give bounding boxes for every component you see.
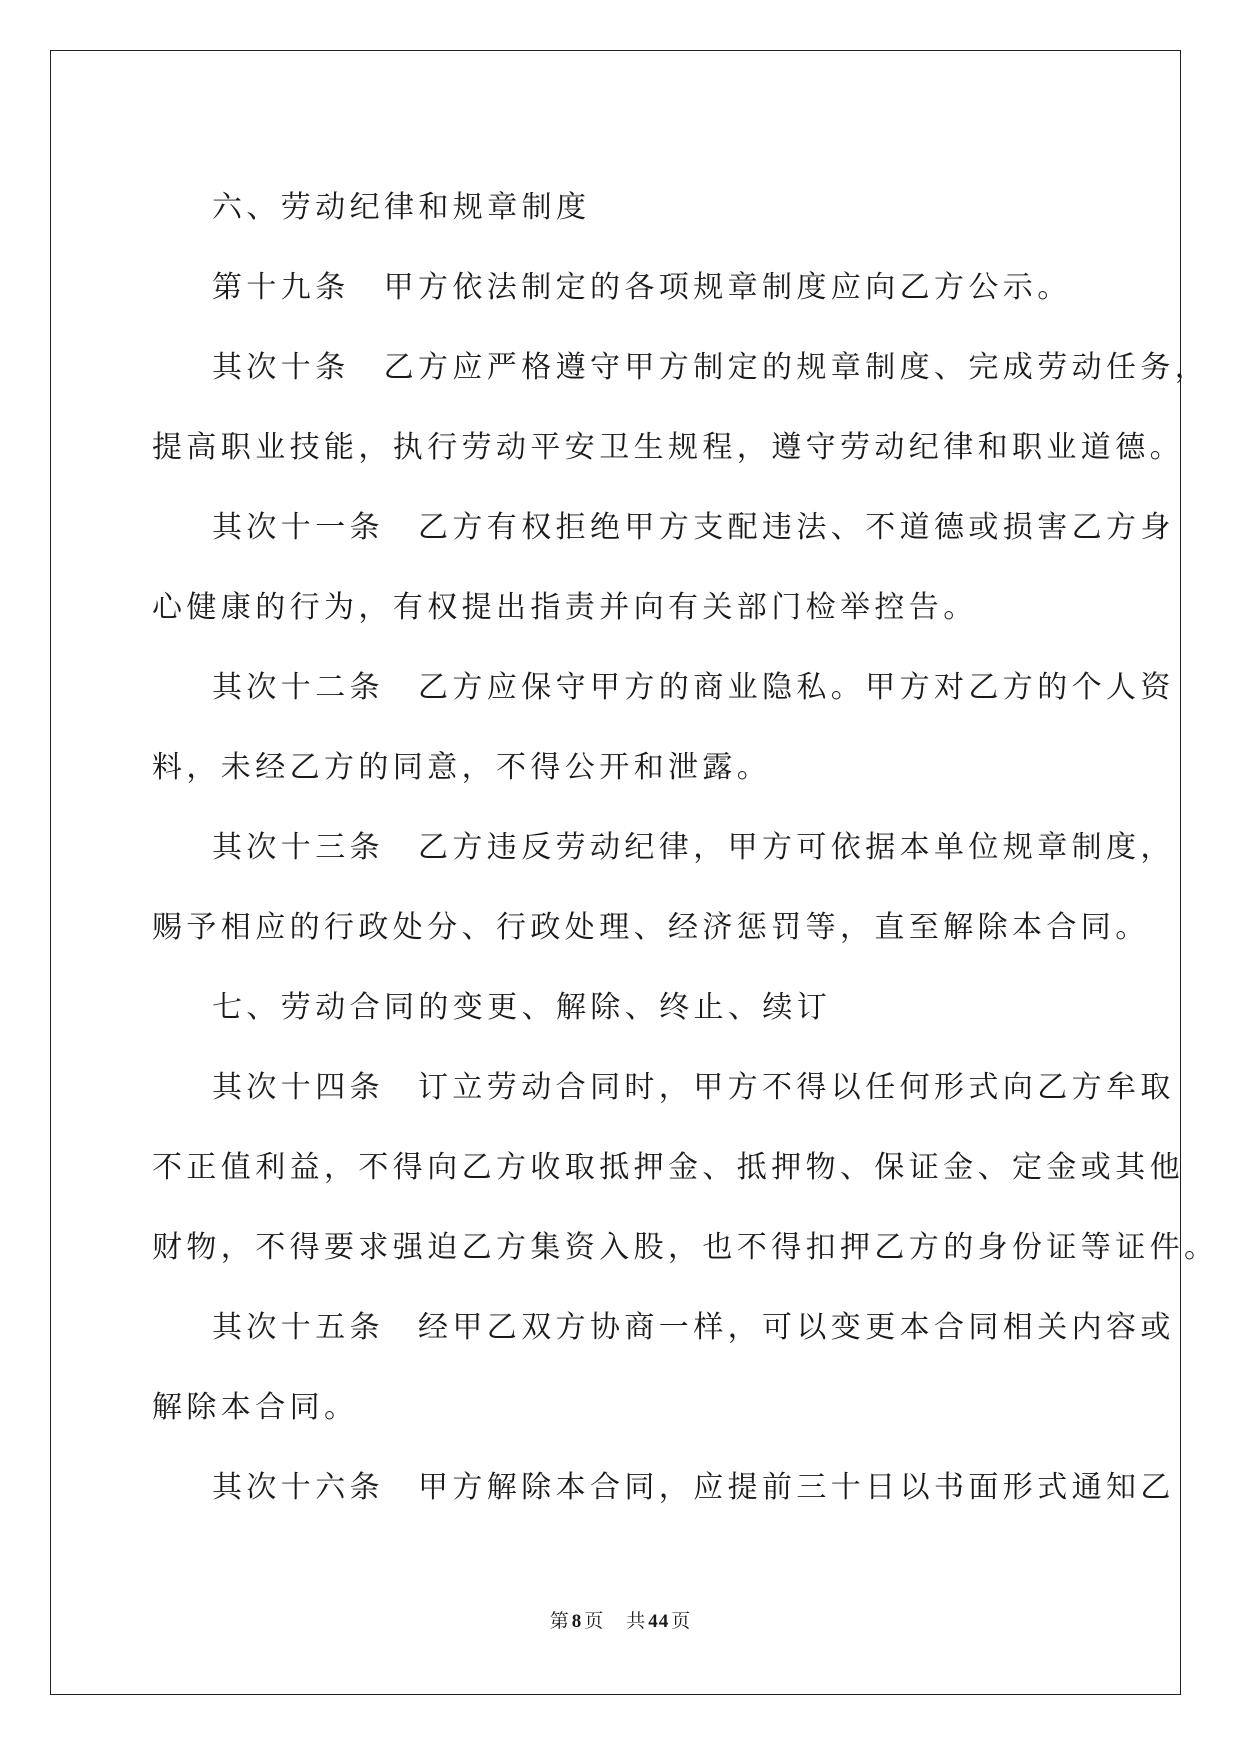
text-line bbox=[152, 1048, 1175, 1128]
text-line bbox=[152, 1288, 1175, 1368]
article-number: 其次十二条 bbox=[212, 670, 384, 705]
text-line bbox=[152, 408, 1184, 488]
text-line bbox=[152, 1128, 1184, 1208]
line-text: 财物，不得要求强迫乙方集资入股，也不得扣押乙方的身份证等证件。 bbox=[152, 1230, 1219, 1265]
line-text: 乙方应严格遵守甲方制定的规章制度、完成劳动任务， bbox=[383, 350, 1210, 385]
document-body bbox=[152, 168, 1219, 1528]
line-text: 不正值利益，不得向乙方收取抵押金、抵押物、保证金、定金或其他 bbox=[152, 1150, 1184, 1185]
text-line bbox=[152, 888, 1150, 968]
article-number: 其次十五条 bbox=[212, 1310, 384, 1345]
text-line bbox=[152, 1368, 1092, 1448]
line-text: 六、劳动纪律和规章制度 bbox=[212, 190, 591, 225]
text-line bbox=[152, 328, 1210, 408]
article-number: 其次十三条 bbox=[212, 830, 384, 865]
text-line bbox=[152, 808, 1175, 888]
article-number: 其次十一条 bbox=[212, 510, 384, 545]
line-text: 乙方应保守甲方的商业隐私。甲方对乙方的个人资 bbox=[418, 670, 1175, 705]
text-line bbox=[152, 168, 1092, 248]
line-text: 提高职业技能，执行劳动平安卫生规程，遵守劳动纪律和职业道德。 bbox=[152, 430, 1184, 465]
text-line bbox=[152, 488, 1175, 568]
line-text: 订立劳动合同时，甲方不得以任何形式向乙方牟取 bbox=[418, 1070, 1175, 1105]
line-text: 乙方违反劳动纪律，甲方可依据本单位规章制度， bbox=[418, 830, 1175, 865]
total-prefix: 共 bbox=[626, 1611, 647, 1632]
text-line bbox=[152, 728, 1092, 808]
page-prefix: 第 bbox=[549, 1611, 570, 1632]
text-line bbox=[152, 568, 1092, 648]
line-text: 心健康的行为，有权提出指责并向有关部门检举控告。 bbox=[152, 590, 978, 625]
page-footer bbox=[0, 1606, 1241, 1633]
article-number: 其次十六条 bbox=[212, 1470, 384, 1505]
line-text: 料，未经乙方的同意，不得公开和泄露。 bbox=[152, 750, 772, 785]
article-number: 其次十四条 bbox=[212, 1070, 384, 1105]
line-text: 乙方有权拒绝甲方支配违法、不道德或损害乙方身 bbox=[418, 510, 1175, 545]
article-number: 第十九条 bbox=[212, 270, 350, 305]
text-line bbox=[152, 648, 1175, 728]
text-line bbox=[152, 968, 1092, 1048]
total-pages: 44 bbox=[648, 1611, 670, 1632]
line-text: 经甲乙双方协商一样，可以变更本合同相关内容或 bbox=[418, 1310, 1175, 1345]
line-text: 七、劳动合同的变更、解除、终止、续订 bbox=[212, 990, 832, 1025]
page-number: 8 bbox=[571, 1611, 583, 1632]
line-text: 甲方依法制定的各项规章制度应向乙方公示。 bbox=[383, 270, 1072, 305]
text-line bbox=[152, 1208, 1219, 1288]
line-text: 赐予相应的行政处分、行政处理、经济惩罚等，直至解除本合同。 bbox=[152, 910, 1150, 945]
text-line bbox=[152, 248, 1092, 328]
line-text: 甲方解除本合同，应提前三十日以书面形式通知乙 bbox=[418, 1470, 1175, 1505]
total-suffix: 页 bbox=[671, 1611, 692, 1632]
text-line bbox=[152, 1448, 1175, 1528]
line-text: 解除本合同。 bbox=[152, 1390, 359, 1425]
page-suffix: 页 bbox=[584, 1611, 605, 1632]
article-number: 其次十条 bbox=[212, 350, 350, 385]
